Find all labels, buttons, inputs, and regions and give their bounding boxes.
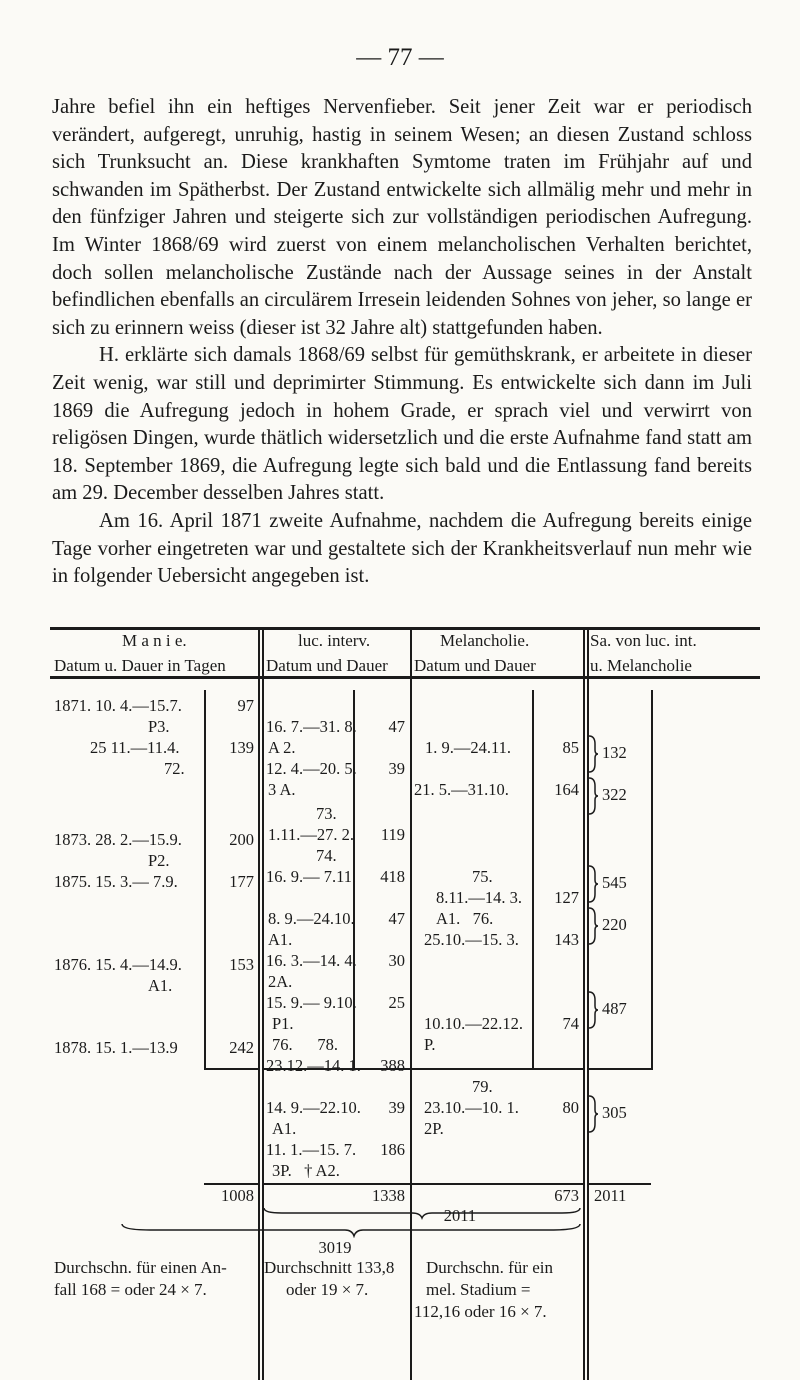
luc-date: 8. 9.—24.10. <box>268 909 355 928</box>
sum-value: 305 <box>602 1103 627 1122</box>
total-rule <box>204 1183 258 1185</box>
luc-date: 16. 7.—31. 8. <box>266 717 357 736</box>
total-luc: 1338 <box>372 1186 405 1205</box>
mel-date: 75. <box>472 867 493 886</box>
paragraph: Am 16. April 1871 zweite Aufnahme, nachdem die Aufregung bereits einige Tage vorher eingetreten war und gestaltete sich der Krankheitsverlauf nun mehr wie in folgender Uebersicht angegeben ist. <box>52 509 752 588</box>
mel-date: 21. 5.—31.10. <box>414 780 509 799</box>
column-divider <box>583 1252 585 1334</box>
luc-days: 39 <box>388 1098 405 1117</box>
mel-date: 23.10.—10. 1. <box>424 1098 519 1117</box>
luc-date: 74. <box>316 846 337 865</box>
header-sum-sub: u. Melancholie <box>590 656 692 675</box>
luc-date: 11. 1.—15. 7. <box>266 1140 357 1159</box>
brace-icon <box>587 734 599 774</box>
mel-days: 127 <box>554 888 579 907</box>
header-mania-sub: Datum u. Dauer in Tagen <box>54 656 226 675</box>
footnote-mel: 112,16 oder 16 × 7. <box>414 1302 547 1321</box>
luc-days: 418 <box>380 867 405 886</box>
body-text <box>52 94 752 591</box>
column-divider <box>258 1252 260 1310</box>
header-mel-sub: Datum und Dauer <box>414 656 536 675</box>
luc-days: 388 <box>380 1056 405 1075</box>
column-divider <box>651 690 653 1070</box>
footnote-mania: Durchschn. für einen An- <box>54 1258 227 1277</box>
mania-days: 200 <box>229 830 254 849</box>
mel-date: 1. 9.—24.11. <box>425 738 512 757</box>
mania-date: 1875. 15. 3.— 7.9. <box>54 872 178 891</box>
total-rule <box>587 1068 651 1070</box>
luc-date: 15. 9.— 9.10. <box>266 993 357 1012</box>
mania-date: 1871. 10. 4.—15.7. <box>54 696 182 715</box>
table-top-rule <box>50 627 760 630</box>
luc-days: 47 <box>388 717 405 736</box>
footnote-luc: Durchschnitt 133,8 <box>264 1258 395 1277</box>
luc-date: 3 A. <box>268 780 296 799</box>
total-rule <box>204 1068 258 1070</box>
mania-days: 139 <box>229 738 254 757</box>
total-sum: 2011 <box>594 1186 627 1205</box>
total-mel: 673 <box>554 1186 579 1205</box>
mel-date: 10.10.—22.12. <box>424 1014 523 1033</box>
luc-days: 119 <box>380 825 405 844</box>
mel-days: 164 <box>554 780 579 799</box>
footnote-mel: Durchschn. für ein <box>426 1258 553 1277</box>
page-number: — 77 — <box>356 44 444 71</box>
mania-date: P2. <box>148 851 170 870</box>
brace-icon <box>587 776 599 816</box>
brace-icon <box>587 906 599 946</box>
luc-date: A1. <box>272 1119 297 1138</box>
brace-icon <box>120 1222 583 1238</box>
total-mania: 1008 <box>221 1186 254 1205</box>
luc-date: 14. 9.—22.10. <box>266 1098 361 1117</box>
header-mania: M a n i e. <box>122 631 187 650</box>
luc-days: 47 <box>388 909 405 928</box>
luc-days: 39 <box>388 759 405 778</box>
mel-days: 85 <box>562 738 579 757</box>
total-all: 3019 <box>318 1238 352 1257</box>
mel-days: 80 <box>562 1098 579 1117</box>
brace-icon <box>587 1094 599 1134</box>
luc-date: A1. <box>268 930 293 949</box>
footnote-mania: fall 168 = oder 24 × 7. <box>54 1280 207 1299</box>
luc-days: 25 <box>388 993 405 1012</box>
mania-days: 242 <box>229 1038 254 1057</box>
mel-date: 79. <box>472 1077 493 1096</box>
mel-days: 143 <box>554 930 579 949</box>
mania-date: 1873. 28. 2.—15.9. <box>54 830 182 849</box>
luc-date: 2A. <box>268 972 293 991</box>
mania-date: A1. <box>148 976 173 995</box>
total-rule <box>587 1183 651 1185</box>
luc-days: 186 <box>380 1140 405 1159</box>
luc-date: 12. 4.—20. 5. <box>266 759 357 778</box>
mel-date: 25.10.—15. 3. <box>424 930 519 949</box>
mania-days: 97 <box>237 696 254 715</box>
mania-date: 1876. 15. 4.—14.9. <box>54 955 182 974</box>
header-luc-sub: Datum und Dauer <box>266 656 388 675</box>
paragraph: Jahre befiel ihn ein heftiges Nervenfieber. Seit jener Zeit war er periodisch verändert, aufgeregt, unruhig, hastig in seinem Wesen; an diesen Zustand schloss sich Trunksucht an. Diese krankhaften Symtome traten im Frühjahr auf und schwanden im Spätherbst. Der Zustand entwickelte sich allmälig mehr und mehr in den fünfziger Jahren und steigerte sich zur vollständigen periodischen Aufregung. Im Winter 1868/69 wird zuerst von einem melancholischen Verhalten berichtet, doch sollen melancholische Zustände nach der Aussage seines in der Anstalt befindlichen ebenfalls an circulärem Irresein leidenden Sohnes von jeher, so lange er sich zu erinnern weiss (dieser ist 32 Jahre alt) stattgefunden haben. <box>52 96 752 339</box>
mel-date: 2P. <box>424 1119 444 1138</box>
luc-date: P1. <box>272 1014 294 1033</box>
mel-days: 74 <box>562 1014 579 1033</box>
mania-date: 72. <box>164 759 185 778</box>
brace-icon <box>587 990 599 1030</box>
mania-date: 1878. 15. 1.—13.9 <box>54 1038 178 1057</box>
luc-date: 73. <box>316 804 337 823</box>
header-sum: Sa. von luc. int. <box>590 631 697 650</box>
luc-date: 23.12.—14. 1. <box>266 1056 361 1075</box>
table-header-rule <box>50 676 760 679</box>
mel-date: P. <box>424 1035 436 1054</box>
luc-date: 16. 9.— 7.11. <box>266 867 357 886</box>
header-luc: luc. interv. <box>298 631 371 650</box>
sum-value: 487 <box>602 999 627 1018</box>
luc-date: 1.11.—27. 2. <box>268 825 355 844</box>
mania-date: 25 11.—11.4. <box>90 738 180 757</box>
mel-date: 8.11.—14. 3. <box>436 888 523 907</box>
footnote-mel: mel. Stadium = <box>426 1280 531 1299</box>
mania-days: 177 <box>229 872 254 891</box>
header-mel: Melancholie. <box>440 631 530 650</box>
footnote-luc: oder 19 × 7. <box>286 1280 369 1299</box>
luc-date: 16. 3.—14. 4. <box>266 951 357 970</box>
total-rule <box>410 1183 583 1185</box>
luc-days: 30 <box>388 951 405 970</box>
column-divider <box>410 1252 412 1334</box>
luc-date: A 2. <box>268 738 296 757</box>
total-luc-mel: 2011 <box>443 1206 477 1225</box>
paragraph: H. erklärte sich damals 1868/69 selbst für gemüthskrank, er arbeitete in dieser Zeit wenig, war still und deprimirter Stimmung. Es entwickelte sich dann im Juli 1869 die Aufregung jedoch in hohem Grade, er sprach viel und verwirrt von religösen Dingen, wurde thätlich widersetzlich und die erste Aufnahme fand statt am 18. September 1869, die Aufregung legte sich bald und die Entlassung fand bereits am 29. December desselben Jahres statt. <box>52 344 752 505</box>
sum-value: 132 <box>602 743 627 762</box>
luc-date: 76. 78. <box>272 1035 338 1054</box>
mania-date: P3. <box>148 717 170 736</box>
sum-value: 322 <box>602 785 627 804</box>
mel-date: A1. 76. <box>436 909 494 928</box>
luc-date: 3P. † A2. <box>272 1161 340 1180</box>
total-rule <box>410 1068 583 1070</box>
sum-value: 545 <box>602 873 627 892</box>
brace-icon <box>587 864 599 904</box>
total-rule <box>262 1183 410 1185</box>
mania-days: 153 <box>229 955 254 974</box>
sum-value: 220 <box>602 915 627 934</box>
